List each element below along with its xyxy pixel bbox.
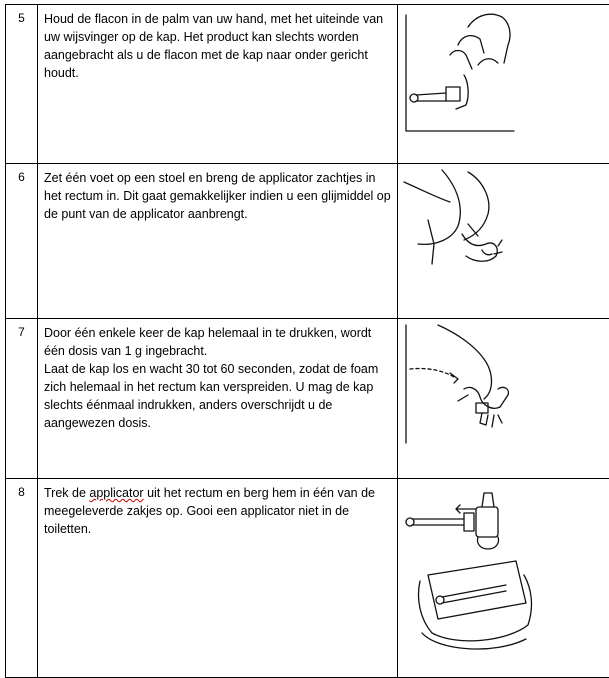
step-text-part: Trek de — [44, 486, 89, 500]
applicator-disposal-illustration — [398, 479, 609, 671]
step-illustration-cell — [398, 319, 609, 479]
step-illustration-cell — [398, 479, 609, 678]
step-number: 6 — [6, 164, 38, 319]
step-text: Zet één voet op een stoel en breng de applicator zachtjes in het rectum in. Dit gaat gemakkelijker indien u een glijmiddel op de punt van de applicator aanbrengt. — [38, 164, 398, 319]
step-row — [6, 479, 609, 678]
spellcheck-underlined-word: applicator — [89, 486, 143, 500]
step-illustration-cell — [398, 164, 609, 319]
applicator-insertion-illustration — [398, 164, 609, 312]
step-text — [38, 479, 398, 678]
step-illustration-cell — [398, 5, 609, 164]
pressing-cap-illustration — [398, 319, 609, 472]
step-row — [6, 5, 609, 164]
step-number: 8 — [6, 479, 38, 678]
instruction-table — [5, 4, 609, 678]
step-text-part: uit het rectum en berg hem in één van de meegeleverde zakjes op. Gooi een applicator niet in de toiletten. — [44, 486, 375, 536]
step-number: 7 — [6, 319, 38, 479]
hand-holding-canister-illustration — [398, 5, 609, 157]
step-row — [6, 164, 609, 319]
step-text: Houd de flacon in de palm van uw hand, met het uiteinde van uw wijsvinger op de kap. Het product kan slechts worden aangebracht als u de flacon met de kap naar onder gericht houdt. — [38, 5, 398, 164]
step-number: 5 — [6, 5, 38, 164]
step-row — [6, 319, 609, 479]
step-text: Door één enkele keer de kap helemaal in te drukken, wordt één dosis van 1 g ingebracht. Laat de kap los en wacht 30 tot 60 seconden, zodat de foam zich helemaal in het rectum kan verspreiden. U mag de kap slechts éénmaal indrukken, anders overschrijdt u de aangewezen dosis. — [38, 319, 398, 479]
